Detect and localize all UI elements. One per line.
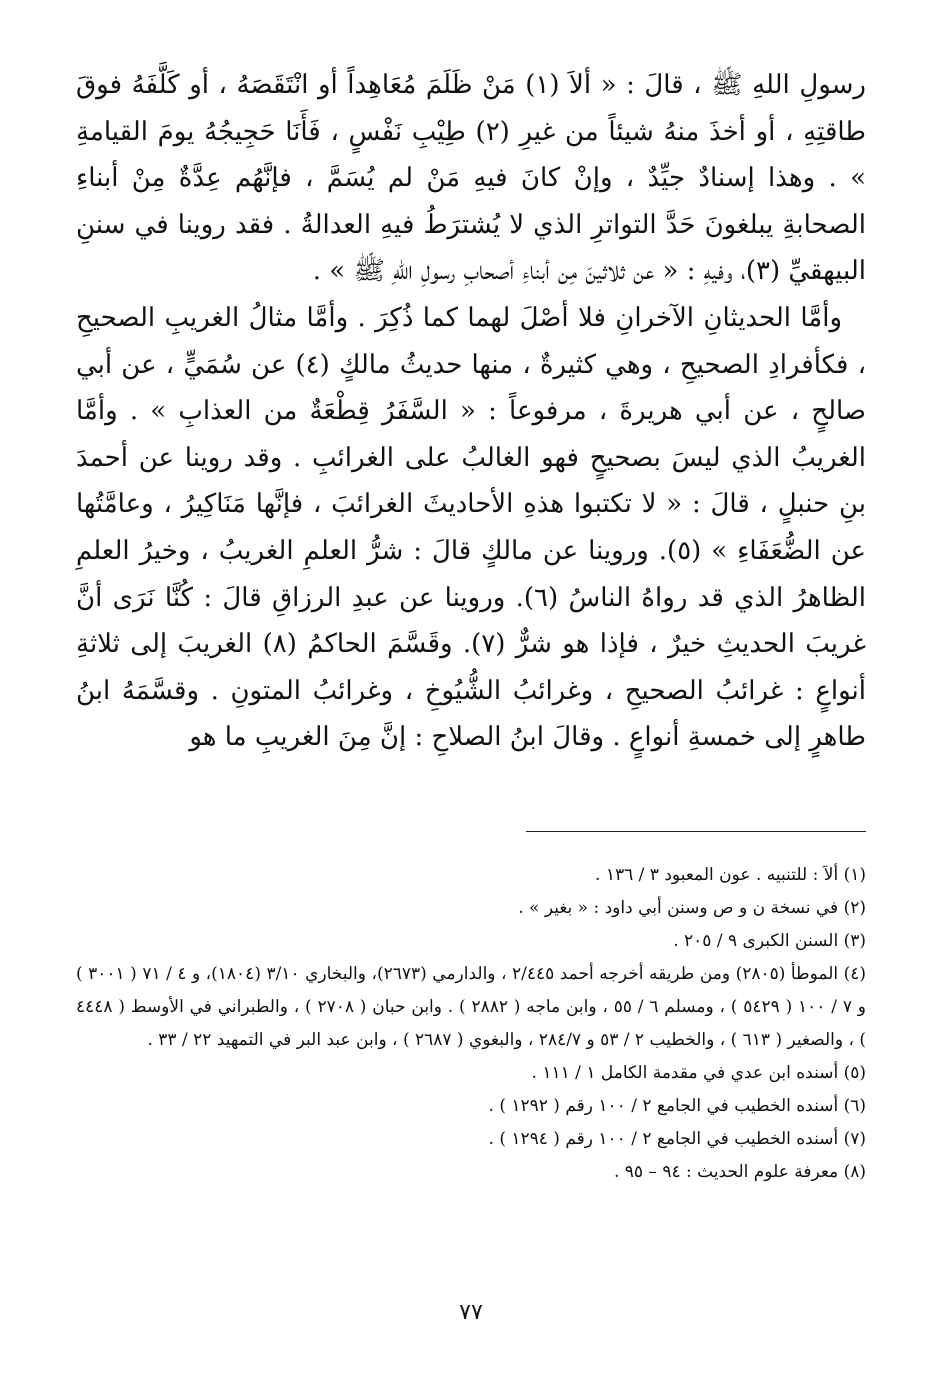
footnote-2: (٢) في نسخة ن و ص وسنن أبي داود : « بغير » . (518, 898, 866, 918)
footnote-3: (٣) السنن الكبرى ٩ / ٢٠٥ . (673, 931, 866, 951)
footnote-6: (٦) أسنده الخطيب في الجامع ٢ / ١٠٠ رقم ( ١٢٩٢ ) . (488, 1096, 866, 1116)
footnote-8: (٨) معرفة علوم الحديث : ٩٤ – ٩٥ . (613, 1162, 866, 1182)
main-text (76, 62, 866, 761)
page-number: ٧٧ (459, 1300, 483, 1325)
footnote-5: (٥) أسنده ابن عدي في مقدمة الكامل ١ / ١١١ . (531, 1063, 866, 1083)
footnote-4: (٤) الموطأ (٢٨٠٥) ومن طريقه أخرجه أحمد ٢/٤٤٥ ، والدارمي (٢٦٧٣)، والبخاري ٣/١٠ (١٨٠٤)، و ٤ / ٧١ ( ٣٠٠١ ) و ٧ / ١٠٠ ( ٥٤٢٩ ) ، ومسلم ٦ / ٥٥ ، وابن ماجه ( ٢٨٨٢ ) . وابن حبان ( ٢٧٠٨ ) ، والطبراني في الأوسط ( ٤٤٤٨ ) ، والصغير ( ٦١٣ ) ، والخطيب ٢ / ٥٣ و ٢٨٤/٧ ، والبغوي ( ٢٦٨٧ ) ، وابن عبد البر في التمهيد ٢٢ / ٣٣ . (76, 964, 867, 1050)
paragraph-2: وأمَّا الحديثانِ الآخرانِ فلا أصْلَ لهما كما ذُكِرَ . وأمَّا مثالُ الغريبِ الصحيحِ ، فكأفرادِ الصحيحِ ، وهي كثيرةٌ ، منها حديثُ مالكٍ (٤) عن سُمَيٍّ ، عن أبي صالحٍ ، عن أبي هريرةَ ، مرفوعاً : « السَّفَرُ قِطْعَةٌ من العذابِ » . وأمَّا الغريبُ الذي ليسَ بصحيحٍ فهو الغالبُ على الغرائبِ . وقد روينا عن أحمدَ بنِ حنبلٍ ، قالَ : « لا تكتبوا هذهِ الأحاديثَ الغرائبَ ، فإنَّها مَنَاكِيرُ ، وعامَّتُها عن الضُّعَفَاءِ » (٥). وروينا عن مالكٍ قالَ : شرُّ العلمِ الغريبُ ، وخيرُ العلمِ الظاهرُ الذي قد رواهُ الناسُ (٦). وروينا عن عبدِ الرزاقِ قالَ : كُنَّا نَرَى أنَّ غريبَ الحديثِ خيرٌ ، فإذا هو شرٌّ (٧). وقَسَّمَ الحاكمُ (٨) الغريبَ إلى ثلاثةِ أنواعٍ : غرائبُ الصحيحِ ، وغرائبُ الشُّيُوخِ ، وغرائبُ المتونِ . وقسَّمَهُ ابنُ طاهرٍ إلى خمسةِ أنواعٍ . وقالَ ابنُ الصلاحِ : إنَّ مِنَ الغريبِ ما هو (76, 302, 867, 753)
footnote-1: (١) ألاَ : للتنبيه . عون المعبود ٣ / ١٣٦ . (595, 865, 866, 885)
footnote-separator (526, 831, 866, 832)
paragraph-1: رسولِ اللهِ ﷺ ، قالَ : « ألاَ (١) مَنْ ظَلَمَ مُعَاهِداً أو انْتَقَصَهُ ، أو كَلَّفَهُ فوقَ طاقتِهِ ، أو أخذَ منهُ شيئاً من غيرِ (٢) طِيْبِ نَفْسٍ ، فَأَنَا حَجِيجُهُ يومَ القيامةِ » . وهذا إسنادٌ جيِّدٌ ، وإنْ كانَ فيهِ مَنْ لم يُسَمَّ ، فإنَّهُم عِدَّةٌ مِنْ أبناءِ الصحابةِ يبلغونَ حَدَّ التواترِ الذي لا يُشترَطُ فيهِ العدالةُ . فقد روينا في سننِ البيهقيِّ (٣)، وفيهِ : « عن ثلاثينَ مِن أبناءِ أصحابِ رسولِ اللهِ ﷺ » . (76, 70, 867, 287)
document-page (76, 62, 866, 1352)
footnotes (76, 859, 866, 1189)
footnote-7: (٧) أسنده الخطيب في الجامع ٢ / ١٠٠ رقم ( ١٢٩٤ ) . (488, 1129, 866, 1149)
